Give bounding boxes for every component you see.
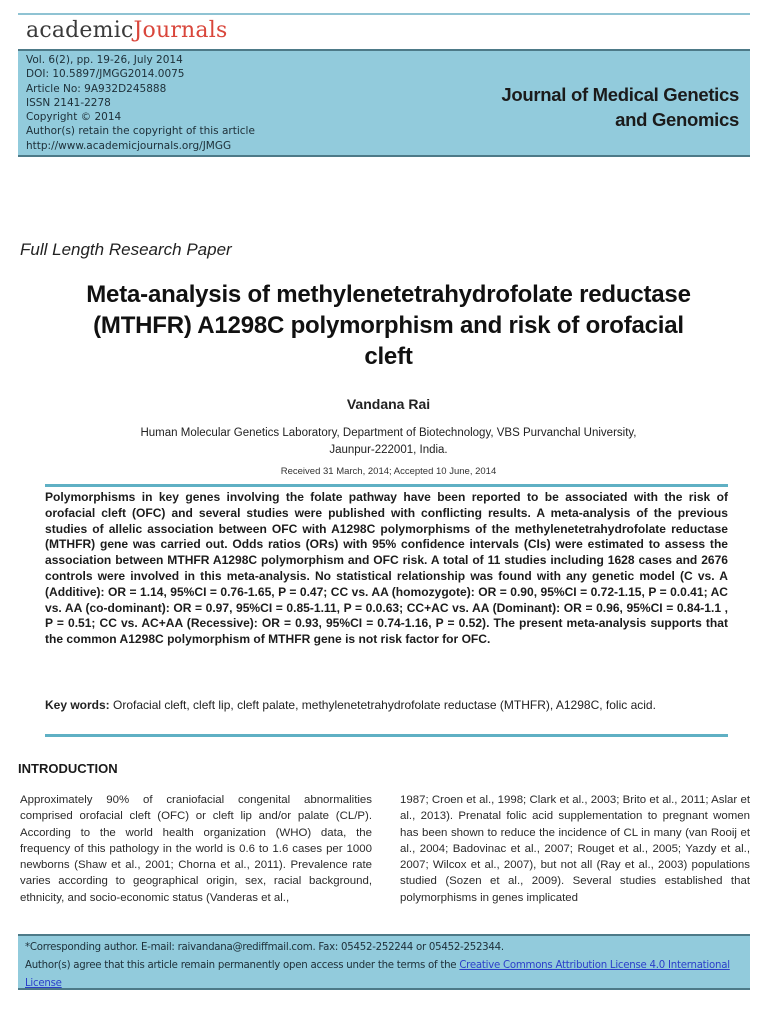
article-metadata [26,53,255,153]
intro-right-column: 1987; Croen et al., 1998; Clark et al., 2003; Brito et al., 2011; Aslar et al., 2013). Prenatal folic acid supplementation to pregnant women has been shown to reduce the incidence of CL in many (van Rooij et al., 2004; Badovinac et al., 2007; Rouget et al., 2005; Yazdy et al., 2007; Wilcox et al., 2007), but not all (Ray et al., 2003) populations studied (Sozen et al., 2009). Several studies established that polymorphisms in genes implicated [400,794,750,904]
journal-name [501,82,739,132]
affiliation-line: Human Molecular Genetics Laboratory, Department of Biotechnology, VBS Purvanchal University, [140,427,637,439]
meta-issn: ISSN 2141-2278 [26,96,111,109]
license-link[interactable]: Creative Commons Attribution License 4.0 International License [25,960,730,989]
logo-journals: Journals [133,18,228,43]
article-title [20,279,757,372]
meta-article-no: Article No: 9A932D245888 [26,82,167,95]
title-line: cleft [364,343,413,370]
journal-name-line1: Journal of Medical Genetics [501,84,739,105]
keywords [45,697,728,714]
meta-copyright: Copyright © 2014 [26,111,122,124]
publisher-logo [26,18,227,43]
journal-name-line2: and Genomics [615,109,739,130]
author-affiliation [70,425,707,459]
keywords-label: Key words: [45,698,110,712]
author-name: Vandana Rai [346,396,431,412]
section-heading-introduction: INTRODUCTION [18,761,118,776]
meta-rights: Author(s) retain the copyright of this article [26,125,255,138]
keywords-list: Orofacial cleft, cleft lip, cleft palate, methylenetetrahydrofolate reductase (MTHFR), A1298C, folic acid. [109,698,656,712]
license-statement [25,957,745,993]
paper-type: Full Length Research Paper [20,240,232,259]
license-text: Author(s) agree that this article remain permanently open access under the terms of the [25,960,460,971]
intro-left-column: Approximately 90% of craniofacial congenital abnormalities comprised orofacial cleft (OFC) or cleft lip and/or palate (CL/P). According to the world health organization (WHO) data, the frequency of this pathology in the world is 0.6 to 1.6 cases per 1000 newborns (Shaw et al., 2001; Chorna et al., 2011). Prevalence rate varies according to geographical origin, sex, racial background, ethnicity, and socio-economic status (Vanderas et al., [20,794,372,904]
top-rule [18,13,750,15]
corresponding-author: *Corresponding author. E-mail: raivandana@rediffmail.com. Fax: 05452-252244 or 05452-252344. [25,942,504,953]
title-line: Meta-analysis of methylenetetrahydrofolate reductase [86,281,691,308]
keywords-bottom-rule [45,734,728,737]
meta-volume: Vol. 6(2), pp. 19-26, July 2014 [26,54,183,66]
abstract: Polymorphisms in key genes involving the folate pathway have been reported to be associated with the risk of orofacial cleft (OFC) and several studies were published with conflicting results. A meta-analysis of the previous studies of allelic association between OFC with A1298C polymorphisms of the methylenetetrahydrofolate reductase (MTHFR) gene was carried out. Odds ratios (ORs) with 95% confidence intervals (CIs) were estimated to assess the association between MTHFR A1298C polymorphism and OFC risk. A total of 11 studies including 1628 cases and 2676 controls were involved in this meta-analysis. No statistical relationship was found with any genetic model (C vs. A (Additive): OR = 1.14, 95%CI = 0.76-1.65, P = 0.47; CC vs. AA (homozygote): OR = 0.90, 95%CI = 0.72-1.15, P = 0.0.41; AC vs. AA (co-dominant): OR = 0.97, 95%CI = 0.85-1.11, P = 0.0.63; CC+AC vs. AA (Dominant): OR = 0.96, 95%CI = 0.84-1.1 , P = 0.51; CC vs. AC+AA (Recessive): OR = 0.93, 95%CI = 0.74-1.16, P = 0.52). The present meta-analysis supports that the common A1298C polymorphism of MTHFR gene is not risk factor for OFC. [45,490,728,647]
received-dates: Received 31 March, 2014; Accepted 10 June, 2014 [280,466,497,477]
logo-academic: academic [26,18,134,43]
abstract-top-rule [45,484,728,487]
affiliation-line: Jaunpur-222001, India. [329,444,448,456]
footer-notes [25,939,745,993]
title-line: (MTHFR) A1298C polymorphism and risk of orofacial [93,312,684,339]
meta-url[interactable]: http://www.academicjournals.org/JMGG [26,139,232,152]
meta-doi: DOI: 10.5897/JMGG2014.0075 [26,68,185,81]
